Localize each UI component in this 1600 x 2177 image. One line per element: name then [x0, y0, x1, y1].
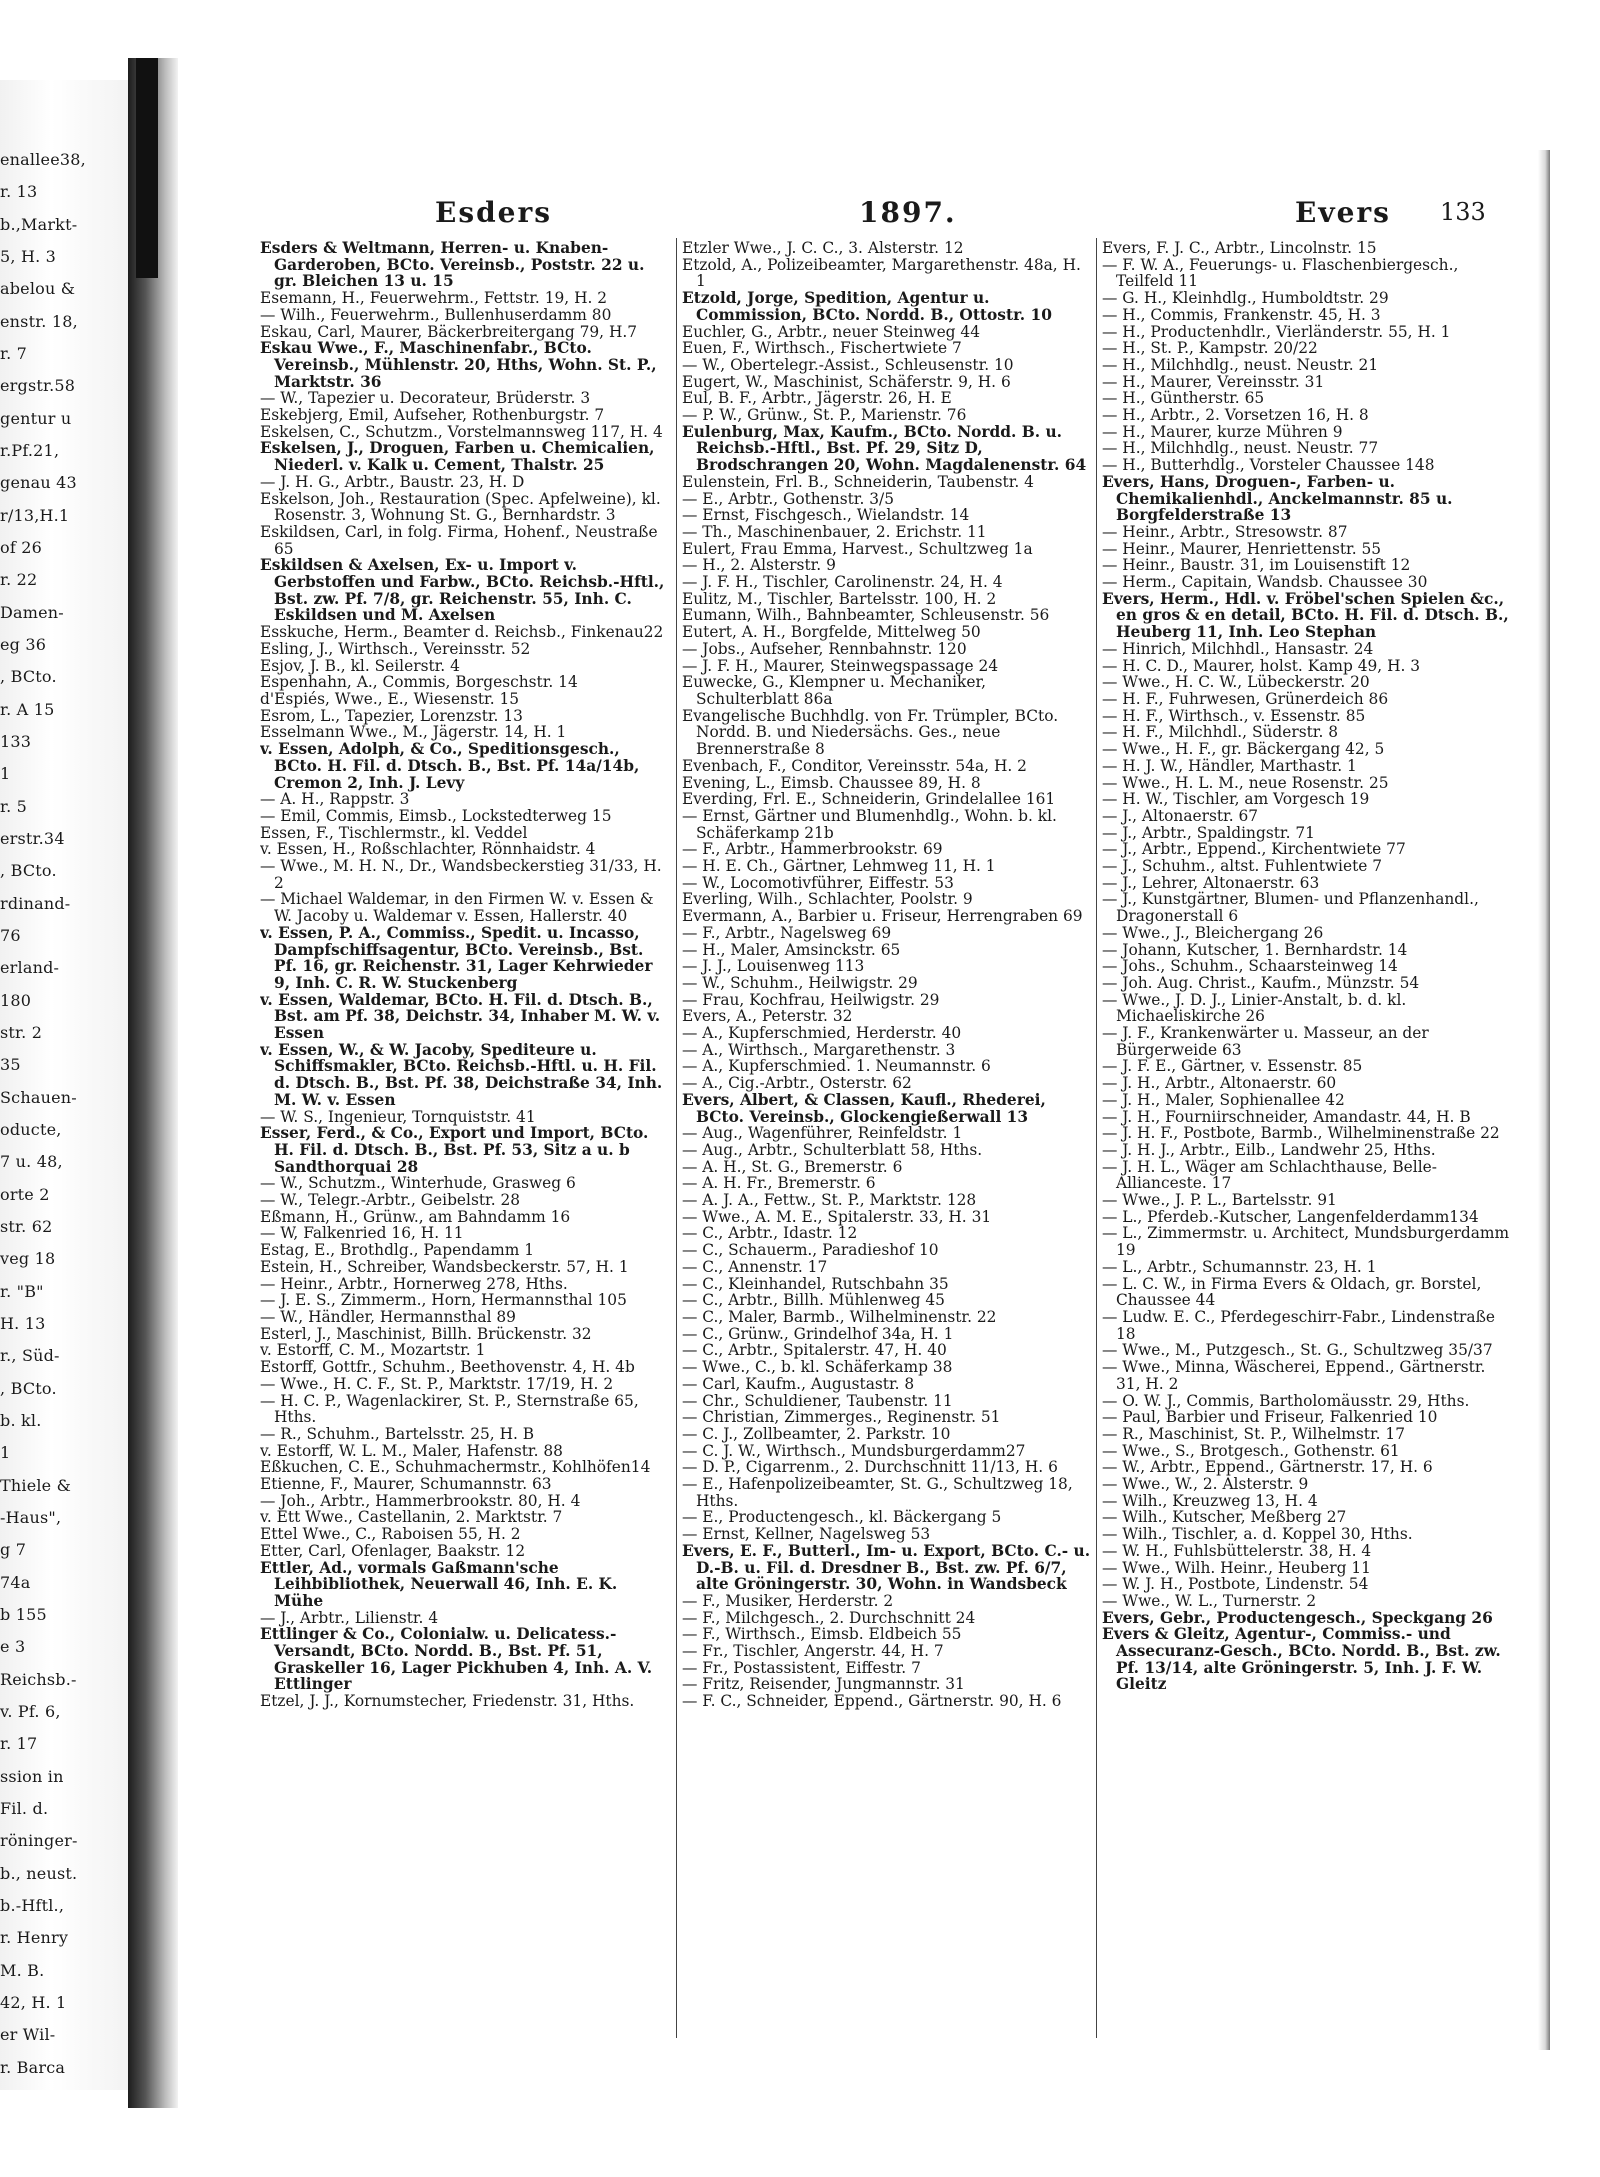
directory-entry: — J. F. E., Gärtner, v. Essenstr. 85: [1102, 1057, 1363, 1076]
directory-entry: — C. J. W., Wirthsch., Mundsburgerdamm27: [682, 1441, 1026, 1460]
directory-entry: Eskildsen, Carl, in folg. Firma, Hohenf., Neustraße 65: [260, 522, 658, 558]
directory-entry: — R., Schuhm., Bartelsstr. 25, H. B: [260, 1424, 535, 1443]
directory-entry: — A., Kupferschmied, Herderstr. 40: [682, 1024, 962, 1043]
directory-entry: Espenhahn, A., Commis, Borgeschstr. 14: [260, 673, 578, 692]
directory-entry: — Wilh., Feuerwehrm., Bullenhuserdamm 80: [260, 305, 612, 324]
left-page-text: abelou &: [0, 279, 76, 299]
directory-entry: — Wwe., H. C. F., St. P., Marktstr. 17/19, H. 2: [260, 1374, 614, 1393]
directory-entry: Estein, H., Schreiber, Wandsbeckerstr. 57, H. 1: [260, 1257, 629, 1276]
directory-entry: Euchler, G., Arbtr., neuer Steinweg 44: [682, 322, 981, 341]
directory-entry: v. Essen, Waldemar, BCto. H. Fil. d. Dtsch. B., Bst. am Pf. 38, Deichstr. 34, Inhaber M. W. v. Essen: [260, 990, 661, 1043]
left-page-text: r. Barca: [0, 2057, 66, 2077]
directory-entry: — W., Arbtr., Eppend., Gärtnerstr. 17, H. 6: [1102, 1458, 1433, 1477]
directory-entry: Evening, L., Eimsb. Chaussee 89, H. 8: [682, 773, 981, 792]
left-page-text: r. 22: [0, 570, 38, 590]
directory-entry: — J. H. G., Arbtr., Baustr. 23, H. D: [260, 472, 525, 491]
directory-entry: — Wwe., H. L. M., neue Rosenstr. 25: [1102, 773, 1389, 792]
directory-entry: — C., Arbtr., Spitalerstr. 47, H. 40: [682, 1341, 947, 1360]
column-rule: [1096, 238, 1097, 2038]
directory-entry: — Aug., Arbtr., Schulterblatt 58, Hths.: [682, 1140, 983, 1159]
directory-entry: — Fr., Postassistent, Eiffestr. 7: [682, 1658, 921, 1677]
directory-entry: Eulert, Frau Emma, Harvest., Schultzweg 1a: [682, 539, 1033, 558]
directory-entry: — Wwe., A. M. E., Spitalerstr. 33, H. 31: [682, 1207, 992, 1226]
directory-entry: — Fr., Tischler, Angerstr. 44, H. 7: [682, 1642, 944, 1661]
directory-entry: Estorff, Gottfr., Schuhm., Beethovenstr. 4, H. 4b: [260, 1358, 635, 1377]
directory-entry: Evers, Hans, Droguen-, Farben- u. Chemikalienhdl., Anckelmannstr. 85 u. Borgfelderstraße 13: [1102, 472, 1453, 525]
directory-entry: — C., Arbtr., Billh. Mühlenweg 45: [682, 1291, 945, 1310]
directory-entry: — Wwe., J. P. L., Bartelsstr. 91: [1102, 1191, 1337, 1210]
directory-entry: v. Essen, W., & W. Jacoby, Spediteure u. Schiffsmakler, BCto. Reichsb.-Hftl. u. H. Fil. d. Dtsch. B., Bst. Pf. 38, Deichstraße 34, Inh. M. W. v. Essen: [260, 1040, 663, 1109]
directory-entry: — Wwe., C., b. kl. Schäferkamp 38: [682, 1358, 953, 1377]
directory-entry: — Ernst, Fischgesch., Wielandstr. 14: [682, 506, 970, 525]
directory-entry: — J. H., Arbtr., Altonaerstr. 60: [1102, 1074, 1337, 1093]
directory-entry: Ettler, Ad., vormals Gaßmann'sche Leihbibliothek, Neuerwall 46, Inh. E. K. Mühe: [260, 1558, 618, 1610]
directory-entry: — J., Kunstgärtner, Blumen- und Pflanzenhandl., Dragonerstall 6: [1102, 890, 1479, 926]
left-page-text: 74a: [0, 1572, 31, 1592]
directory-entry: Esser, Ferd., & Co., Export und Import, BCto. H. Fil. d. Dtsch. B., Bst. Pf. 53, Sitz a u. b Sandthorquai 28: [260, 1124, 649, 1176]
directory-entry: Eulitz, M., Tischler, Bartelsstr. 100, H. 2: [682, 589, 997, 608]
left-page-text: 42, H. 1: [0, 1993, 67, 2012]
directory-entry: Evangelische Buchhdlg. von Fr. Trümpler, BCto. Nordd. B. und Niedersächs. Ges., neue Brennerstraße 8: [682, 706, 1059, 759]
directory-entry: — Jobs., Aufseher, Rennbahnstr. 120: [682, 639, 967, 658]
directory-entry: — Wwe., S., Brotgesch., Gothenstr. 61: [1102, 1441, 1400, 1460]
directory-entry: — W., Schuhm., Heilwigstr. 29: [682, 973, 918, 992]
directory-entry: — J. J., Louisenweg 113: [682, 957, 865, 976]
directory-entry: Esterl, J., Maschinist, Billh. Brückenstr. 32: [260, 1324, 592, 1343]
directory-entry: — E., Arbtr., Gothenstr. 3/5: [682, 489, 895, 508]
left-page-text: g 7: [0, 1540, 27, 1560]
left-page-text: -Haus",: [0, 1508, 62, 1527]
directory-entry: — H. F., Wirthsch., v. Essenstr. 85: [1102, 706, 1366, 725]
directory-entry: — F., Arbtr., Nagelsweg 69: [682, 923, 892, 942]
left-page-text: r.Pf.21,: [0, 441, 60, 460]
directory-entry: — Chr., Schuldiener, Taubenstr. 11: [682, 1391, 953, 1410]
directory-entry: — H., St. P., Kampstr. 20/22: [1102, 339, 1318, 358]
directory-entry: — Wilh., Tischler, a. d. Koppel 30, Hths.: [1102, 1525, 1413, 1544]
directory-entry: Ettlinger & Co., Colonialw. u. Delicatess.-Versandt, BCto. Nordd. B., Bst. Pf. 51, Graskeller 16, Lager Pickhuben 4, Inh. A. V. Ettlinger: [260, 1625, 653, 1694]
left-page-text: 7 u. 48,: [0, 1152, 63, 1172]
left-page-text: b.-Hftl.,: [0, 1896, 65, 1915]
directory-entry: — Frau, Kochfrau, Heilwigstr. 29: [682, 990, 940, 1009]
directory-entry: — D. P., Cigarrenm., 2. Durchschnitt 11/13, H. 6: [682, 1458, 1058, 1477]
directory-entry: — Wwe., M. H. N., Dr., Wandsbeckerstieg 31/33, H. 2: [260, 857, 662, 892]
directory-entry: — Emil, Commis, Eimsb., Lockstedterweg 15: [260, 806, 612, 825]
directory-entry: — A. J. A., Fettw., St. P., Marktstr. 128: [682, 1191, 977, 1210]
directory-entry: — Ludw. E. C., Pferdegeschirr-Fabr., Lindenstraße 18: [1102, 1308, 1495, 1343]
directory-entry: — H., Milchhdlg., neust. Neustr. 21: [1102, 355, 1379, 374]
directory-column-2: [682, 240, 1092, 2040]
directory-entry: — J. H. J., Arbtr., Eilb., Landwehr 25, Hths.: [1102, 1140, 1436, 1159]
left-page-text: enstr. 18,: [0, 311, 78, 331]
left-page-text: r. A 15: [0, 699, 55, 719]
left-page-text: , BCto.: [0, 861, 57, 881]
left-page-text: b., neust.: [0, 1863, 78, 1883]
directory-entry: — C., Kleinhandel, Rutschbahn 35: [682, 1274, 949, 1293]
directory-entry: Etzler Wwe., J. C. C., 3. Alsterstr. 12: [682, 240, 964, 257]
directory-entry: Evers, F. J. C., Arbtr., Lincolnstr. 15: [1102, 240, 1377, 257]
directory-entry: — H. F., Fuhrwesen, Grünerdeich 86: [1102, 689, 1389, 708]
left-page-text: b 155: [0, 1605, 47, 1624]
directory-entry: — C. J., Zollbeamter, 2. Parkstr. 10: [682, 1424, 951, 1443]
directory-entry: Esselmann Wwe., M., Jägerstr. 14, H. 1: [260, 723, 567, 742]
directory-entry: — W., Schutzm., Winterhude, Grasweg 6: [260, 1174, 576, 1193]
left-page-text: , BCto.: [0, 1378, 57, 1398]
directory-entry: Etzel, J. J., Kornumstecher, Friedenstr. 31, Hths.: [260, 1692, 635, 1711]
directory-entry: Everling, Wilh., Schlachter, Poolstr. 9: [682, 890, 973, 909]
directory-entry: — Heinr., Arbtr., Stresowstr. 87: [1102, 522, 1348, 541]
left-page-text: 1: [0, 764, 11, 784]
left-page-text: M. B.: [0, 1960, 45, 1980]
directory-entry: — Aug., Wagenführer, Reinfeldstr. 1: [682, 1124, 963, 1143]
directory-entry: — Michael Waldemar, in den Firmen W. v. Essen & W. Jacoby u. Waldemar v. Essen, Hallerstr. 40: [260, 890, 654, 926]
directory-entry: Eumann, Wilh., Bahnbeamter, Schleusenstr. 56: [682, 606, 1050, 625]
directory-entry: — J., Arbtr., Eppend., Kirchentwiete 77: [1102, 840, 1406, 859]
directory-entry: v. Estorff, W. L. M., Maler, Hafenstr. 88: [260, 1441, 563, 1460]
directory-entry: — F., Musiker, Herderstr. 2: [682, 1591, 894, 1610]
directory-entry: — Heinr., Baustr. 31, im Louisenstift 12: [1102, 556, 1411, 575]
directory-entry: — Wwe., Wilh. Heinr., Heuberg 11: [1102, 1558, 1371, 1577]
directory-entry: — H., Arbtr., 2. Vorsetzen 16, H. 8: [1102, 406, 1369, 425]
page-edge: [1538, 150, 1550, 2050]
directory-entry: Eßmann, H., Grünw., am Bahndamm 16: [260, 1207, 571, 1226]
directory-entry: — F., Arbtr., Hammerbrookstr. 69: [682, 840, 943, 859]
left-page-text: H. 13: [0, 1314, 46, 1333]
directory-entry: Esskuche, Herm., Beamter d. Reichsb., Finkenau22: [260, 623, 664, 642]
directory-entry: — F., Milchgesch., 2. Durchschnitt 24: [682, 1608, 976, 1627]
directory-entry: — H., Güntherstr. 65: [1102, 389, 1265, 408]
directory-entry: Eskau Wwe., F., Maschinenfabr., BCto. Vereinsb., Mühlenstr. 20, Hths, Wohn. St. P., Marktstr. 36: [260, 339, 657, 391]
left-page-text: str. 2: [0, 1023, 43, 1042]
directory-entry: Eßkuchen, C. E., Schuhmachermstr., Kohlhöfen14: [260, 1458, 651, 1477]
left-page-text: r. 17: [0, 1734, 38, 1754]
directory-entry: Estag, E., Brothdlg., Papendamm 1: [260, 1241, 534, 1260]
directory-entry: Esemann, H., Feuerwehrm., Fettstr. 19, H. 2: [260, 289, 608, 308]
directory-entry: — Wilh., Kutscher, Meßberg 27: [1102, 1508, 1347, 1527]
left-page-text: r/13,H.1: [0, 505, 70, 525]
directory-entry: Euen, F., Wirthsch., Fischertwiete 7: [682, 339, 962, 358]
directory-entry: — C., Grünw., Grindelhof 34a, H. 1: [682, 1324, 954, 1343]
directory-entry: — O. W. J., Commis, Bartholomäusstr. 29, Hths.: [1102, 1391, 1470, 1410]
left-page-text: 1: [0, 1443, 11, 1463]
directory-entry: — Paul, Barbier und Friseur, Falkenried 10: [1102, 1408, 1438, 1427]
left-page-fragment: [0, 80, 128, 2090]
left-page-text: r. 7: [0, 344, 28, 363]
directory-entry: Essen, F., Tischlermstr., kl. Veddel: [260, 823, 528, 842]
left-page-text: 76: [0, 926, 21, 945]
directory-entry: — R., Maschinist, St. P., Wilhelmstr. 17: [1102, 1424, 1406, 1443]
directory-entry: — Christian, Zimmerges., Reginenstr. 51: [682, 1408, 1001, 1427]
directory-entry: — Wwe., H. F., gr. Bäckergang 42, 5: [1102, 740, 1385, 759]
left-page-text: genau 43: [0, 473, 77, 493]
directory-entry: Evers, E. F., Butterl., Im- u. Export, BCto. C.- u. D.-B. u. Fil. d. Dresdner B., Bst. zw. Pf. 6/7, alte Gröningerstr. 30, Wohn. in Wandsbeck: [682, 1541, 1091, 1594]
directory-entry: v. Ett Wwe., Castellanin, 2. Marktstr. 7: [260, 1508, 563, 1527]
directory-entry: — W., Locomotivführer, Eiffestr. 53: [682, 873, 954, 892]
book-spine: [128, 58, 178, 2108]
directory-entry: Evers, Albert, & Classen, Kaufl., Rhederei, BCto. Vereinsb., Glockengießerwall 13: [682, 1090, 1046, 1126]
directory-entry: — J., Schuhm., altst. Fuhlentwiete 7: [1102, 857, 1383, 876]
left-page-text: r. 5: [0, 796, 28, 816]
directory-entry: — Wwe., Minna, Wäscherei, Eppend., Gärtnerstr. 31, H. 2: [1102, 1358, 1486, 1393]
directory-entry: — W., Tapezier u. Decorateur, Brüderstr. 3: [260, 389, 591, 408]
directory-entry: v. Essen, Adolph, & Co., Speditionsgesch., BCto. H. Fil. d. Dtsch. B., Bst. Pf. 14a/14b, Cremon 2, Inh. J. Levy: [260, 740, 640, 792]
directory-entry: — J. H. F., Postbote, Barmb., Wilhelminenstraße 22: [1102, 1124, 1500, 1143]
directory-entry: Eutert, A. H., Borgfelde, Mittelweg 50: [682, 623, 981, 642]
directory-entry: — Carl, Kaufm., Augustastr. 8: [682, 1374, 915, 1393]
directory-entry: Everding, Frl. E., Schneiderin, Grindelallee 161: [682, 790, 1056, 809]
left-page-text: gentur u: [0, 408, 72, 428]
left-page-text: röninger-: [0, 1831, 78, 1851]
directory-entry: Eugert, W., Maschinist, Schäferstr. 9, H. 6: [682, 372, 1011, 391]
left-page-text: erstr.34: [0, 829, 65, 848]
directory-entry: — J. F., Krankenwärter u. Masseur, an der Bürgerweide 63: [1102, 1024, 1429, 1059]
directory-entry: — G. H., Kleinhdlg., Humboldtstr. 29: [1102, 289, 1389, 308]
directory-entry: — L., Pferdeb.-Kutscher, Langenfelderdamm134: [1102, 1207, 1479, 1226]
left-page-text: rdinand-: [0, 893, 71, 913]
directory-entry: — J. E. S., Zimmerm., Horn, Hermannsthal 105: [260, 1291, 627, 1310]
directory-entry: — Th., Maschinenbauer, 2. Erichstr. 11: [682, 522, 987, 541]
left-page-text: orte 2: [0, 1184, 50, 1204]
directory-entry: — H. C. D., Maurer, holst. Kamp 49, H. 3: [1102, 656, 1421, 675]
left-page-text: r. "B": [0, 1281, 44, 1301]
directory-entry: — Hinrich, Milchhdl., Hansastr. 24: [1102, 639, 1374, 658]
page-number: 133: [1440, 198, 1486, 226]
directory-entry: — W. J. H., Postbote, Lindenstr. 54: [1102, 1575, 1369, 1594]
left-page-text: ergstr.58: [0, 376, 76, 396]
directory-entry: Eulenburg, Max, Kaufm., BCto. Nordd. B. u. Reichsb.-Hftl., Bst. Pf. 29, Sitz D, Brodschrangen 20, Wohn. Magdalenenstr. 64: [682, 422, 1087, 475]
directory-entry: Etter, Carl, Ofenlager, Baakstr. 12: [260, 1541, 526, 1560]
directory-entry: — L., Zimmermstr. u. Architect, Mundsburgerdamm 19: [1102, 1224, 1510, 1260]
directory-entry: — C., Maler, Barmb., Wilhelminenstr. 22: [682, 1308, 997, 1326]
directory-entry: — J., Arbtr., Lilienstr. 4: [260, 1608, 439, 1627]
directory-entry: — P. W., Grünw., St. P., Marienstr. 76: [682, 406, 967, 425]
directory-entry: — Wwe., J. D. J., Linier-Anstalt, b. d. kl. Michaeliskirche 26: [1102, 990, 1407, 1026]
directory-entry: — A. H., Rappstr. 3: [260, 790, 410, 809]
directory-entry: d'Espiés, Wwe., E., Wiesenstr. 15: [260, 689, 520, 708]
left-page-text: of 26: [0, 538, 42, 557]
header-left-catchword: Esders: [435, 196, 553, 229]
left-page-text: r. Henry: [0, 1928, 69, 1948]
left-page-text: oducte,: [0, 1120, 62, 1139]
directory-entry: — Fritz, Reisender, Jungmannstr. 31: [682, 1675, 965, 1694]
directory-entry: Evenbach, F., Conditor, Vereinsstr. 54a, H. 2: [682, 756, 1027, 775]
directory-entry: Etzold, A., Polizeibeamter, Margarethenstr. 48a, H. 1: [682, 255, 1081, 291]
directory-entry: — Wwe., J., Bleichergang 26: [1102, 923, 1324, 942]
directory-entry: Etzold, Jorge, Spedition, Agentur u. Commission, BCto. Nordd. B., Ottostr. 10: [682, 289, 1052, 324]
directory-entry: — F., Wirthsch., Eimsb. Eldbeich 55: [682, 1625, 962, 1644]
left-page-text: Damen-: [0, 602, 64, 622]
directory-entry: Esrom, L., Tapezier, Lorenzstr. 13: [260, 706, 523, 725]
directory-entry: — H., Maurer, kurze Mühren 9: [1102, 422, 1343, 441]
directory-entry: — L., Arbtr., Schumannstr. 23, H. 1: [1102, 1257, 1377, 1276]
left-page-text: , BCto.: [0, 667, 57, 687]
directory-entry: — Wwe., W., 2. Alsterstr. 9: [1102, 1475, 1309, 1494]
directory-entry: — W. S., Ingenieur, Tornquiststr. 41: [260, 1107, 536, 1126]
left-page-text: 180: [0, 990, 32, 1010]
left-page-text: v. Pf. 6,: [0, 1702, 61, 1721]
column-rule: [676, 238, 677, 2038]
left-page-text: Fil. d.: [0, 1799, 49, 1818]
left-page-text: er Wil-: [0, 2025, 56, 2045]
directory-entry: v. Essen, H., Roßschlachter, Rönnhaidstr. 4: [260, 840, 596, 859]
directory-column-3: [1102, 240, 1512, 2040]
directory-entry: Esjov, J. B., kl. Seilerstr. 4: [260, 656, 460, 675]
directory-entry: — H. C. P., Wagenlackirer, St. P., Sternstraße 65, Hths.: [260, 1391, 639, 1427]
directory-entry: Evers, Gebr., Productengesch., Speckgang 26: [1102, 1608, 1493, 1627]
directory-entry: — Joh., Arbtr., Hammerbrookstr. 80, H. 4: [260, 1491, 581, 1510]
left-page-text: 35: [0, 1055, 21, 1075]
left-page-text: r. 13: [0, 182, 38, 202]
page-header: [0, 196, 1600, 236]
directory-entry: — Wwe., W. L., Turnerstr. 2: [1102, 1591, 1317, 1610]
directory-entry: — H. F., Milchhdl., Süderstr. 8: [1102, 723, 1339, 742]
directory-entry: v. Estorff, C. M., Mozartstr. 1: [260, 1341, 486, 1360]
directory-entry: — E., Productengesch., kl. Bäckergang 5: [682, 1508, 1002, 1527]
directory-entry: — E., Hafenpolizeibeamter, St. G., Schultzweg 18, Hths.: [682, 1475, 1073, 1510]
directory-entry: Eul, B. F., Arbtr., Jägerstr. 26, H. E: [682, 389, 952, 408]
directory-entry: — J. H. L., Wäger am Schlachthause, Belle-Allianceste. 17: [1102, 1157, 1437, 1193]
directory-entry: — A., Kupferschmied. 1. Neumannstr. 6: [682, 1057, 991, 1076]
directory-entry: Ettel Wwe., C., Raboisen 55, H. 2: [260, 1525, 521, 1544]
directory-entry: Eskelsen, J., Droguen, Farben u. Chemicalien, Niederl. v. Kalk u. Cement, Thalstr. 25: [260, 439, 655, 475]
directory-entry: Eskelson, Joh., Restauration (Spec. Apfelweine), kl. Rosenstr. 3, Wohnung St. G., Bernhardstr. 3: [260, 489, 661, 525]
directory-entry: Evers, A., Peterstr. 32: [682, 1007, 853, 1026]
directory-entry: — J. F. H., Tischler, Carolinenstr. 24, H. 4: [682, 573, 1003, 592]
directory-entry: — A. H., St. G., Bremerstr. 6: [682, 1157, 903, 1176]
left-page-text: erland-: [0, 958, 60, 978]
directory-entry: — W., Obertelegr.-Assist., Schleusenstr. 10: [682, 355, 1014, 374]
directory-entry: — A., Wirthsch., Margarethenstr. 3: [682, 1040, 956, 1059]
directory-entry: — J., Arbtr., Spaldingstr. 71: [1102, 823, 1315, 842]
directory-entry: Eskau, Carl, Maurer, Bäckerbreitergang 79, H.7: [260, 322, 638, 341]
directory-entry: — J., Altonaerstr. 67: [1102, 806, 1259, 825]
directory-entry: Esders & Weltmann, Herren- u. Knaben-Garderoben, BCto. Vereinsb., Poststr. 22 u. gr. Bleichen 13 u. 15: [260, 240, 645, 291]
directory-entry: — H., Productenhdlr., Vierländerstr. 55, H. 1: [1102, 322, 1451, 341]
directory-entry: Evers, Herm., Hdl. v. Fröbel'schen Spielen &c., en gros & en detail, BCto. H. Fil. d. Dtsch. B., Heuberg 11, Inh. Leo Stephan: [1102, 589, 1509, 642]
directory-entry: v. Essen, P. A., Commiss., Spedit. u. Incasso, Dampfschiffsagentur, BCto. Vereinsb., Bst. Pf. 16, gr. Reichenstr. 31, Lager Kehrwieder 9, Inh. C. R. W. Stuckenberg: [260, 923, 653, 992]
book-spine-shadow: [136, 58, 158, 278]
directory-entry: — C., Arbtr., Idastr. 12: [682, 1224, 858, 1243]
directory-entry: — Herm., Capitain, Wandsb. Chaussee 30: [1102, 573, 1428, 592]
left-page-text: ssion in: [0, 1766, 64, 1786]
directory-entry: — Joh. Aug. Christ., Kaufm., Münzstr. 54: [1102, 973, 1420, 992]
directory-entry: — J. H., Maler, Sophienallee 42: [1102, 1090, 1345, 1109]
directory-entry: Eskebjerg, Emil, Aufseher, Rothenburgstr. 7: [260, 406, 605, 425]
directory-entry: Eulenstein, Frl. B., Schneiderin, Taubenstr. 4: [682, 472, 1034, 491]
directory-entry: — J., Lehrer, Altonaerstr. 63: [1102, 873, 1320, 892]
directory-entry: — H. E. Ch., Gärtner, Lehmweg 11, H. 1: [682, 857, 996, 876]
left-page-text: r., Süd-: [0, 1346, 60, 1366]
directory-entry: — F. W. A., Feuerungs- u. Flaschenbiergesch., Teilfeld 11: [1102, 255, 1459, 291]
left-page-text: 133: [0, 732, 32, 751]
directory-entry: Eskelsen, C., Schutzm., Vorstelmannsweg 117, H. 4: [260, 422, 663, 441]
directory-entry: — H. J. W., Händler, Marthastr. 1: [1102, 756, 1357, 775]
directory-entry: Esling, J., Wirthsch., Vereinsstr. 52: [260, 639, 531, 658]
directory-entry: — Wwe., H. C. W., Lübeckerstr. 20: [1102, 673, 1370, 692]
directory-entry: Evers & Gleitz, Agentur-, Commiss.- und Assecuranz-Gesch., BCto. Nordd. B., Bst. zw. Pf. 13/14, alte Gröningerstr. 5, Inh. J. F. W. Gleitz: [1102, 1625, 1501, 1694]
directory-entry: — Ernst, Gärtner und Blumenhdlg., Wohn. b. kl. Schäferkamp 21b: [682, 806, 1057, 842]
directory-entry: — C., Schauerm., Paradieshof 10: [682, 1241, 939, 1260]
directory-entry: — Heinr., Arbtr., Hornerweg 278, Hths.: [260, 1274, 568, 1293]
directory-entry: — A. H. Fr., Bremerstr. 6: [682, 1174, 876, 1193]
header-right-catchword: Evers: [1295, 196, 1391, 229]
directory-entry: — H., Maler, Amsinckstr. 65: [682, 940, 901, 959]
directory-entry: — J. H., Fourniirschneider, Amandastr. 44, H. B: [1102, 1107, 1471, 1126]
directory-entry: — Ernst, Kellner, Nagelsweg 53: [682, 1525, 931, 1544]
left-page-text: 5, H. 3: [0, 247, 57, 266]
left-page-text: b.,Markt-: [0, 214, 78, 234]
directory-entry: — Heinr., Maurer, Henriettenstr. 55: [1102, 539, 1382, 558]
directory-entry: — A., Cig.-Arbtr., Osterstr. 62: [682, 1074, 912, 1093]
left-page-text: str. 62: [0, 1217, 53, 1236]
directory-entry: Evermann, A., Barbier u. Friseur, Herrengraben 69: [682, 907, 1083, 926]
left-page-text: Schauen-: [0, 1087, 77, 1107]
directory-entry: — Wwe., M., Putzgesch., St. G., Schultzweg 35/37: [1102, 1341, 1493, 1360]
directory-entry: — H., 2. Alsterstr. 9: [682, 556, 836, 575]
directory-entry: — W. H., Fuhlsbüttelerstr. 38, H. 4: [1102, 1541, 1372, 1560]
directory-entry: — W, Falkenried 16, H. 11: [260, 1224, 464, 1243]
left-page-text: enallee38,: [0, 150, 86, 169]
header-year: 1897.: [859, 196, 957, 229]
directory-entry: — Johs., Schuhm., Schaarsteinweg 14: [1102, 957, 1398, 976]
directory-entry: — Johann, Kutscher, 1. Bernhardstr. 14: [1102, 940, 1408, 959]
directory-entry: — H. W., Tischler, am Vorgesch 19: [1102, 790, 1370, 809]
directory-entry: — W., Händler, Hermannsthal 89: [260, 1308, 516, 1326]
directory-entry: — J. F. H., Maurer, Steinwegspassage 24: [682, 656, 999, 675]
left-page-text: e 3: [0, 1637, 26, 1657]
directory-entry: — W., Telegr.-Arbtr., Geibelstr. 28: [260, 1191, 521, 1210]
left-page-text: eg 36: [0, 635, 47, 654]
left-page-text: b. kl.: [0, 1411, 42, 1430]
directory-entry: Euwecke, G., Klempner u. Mechaniker, Schulterblatt 86a: [682, 673, 987, 708]
directory-entry: Eskildsen & Axelsen, Ex- u. Import v. Gerbstoffen und Farbw., BCto. Reichsb.-Hftl., Bst. zw. Pf. 7/8, gr. Reichenstr. 55, Inh. C. Eskildsen und M. Axelsen: [260, 556, 665, 625]
left-page-text: Reichsb.-: [0, 1669, 77, 1689]
directory-entry: — H., Maurer, Vereinsstr. 31: [1102, 372, 1325, 391]
directory-entry: — F. C., Schneider, Eppend., Gärtnerstr. 90, H. 6: [682, 1692, 1062, 1711]
left-page-text: Thiele &: [0, 1475, 72, 1495]
directory-entry: — H., Milchhdlg., neust. Neustr. 77: [1102, 439, 1379, 458]
left-page-text: veg 18: [0, 1249, 56, 1269]
directory-entry: — L. C. W., in Firma Evers & Oldach, gr. Borstel, Chaussee 44: [1102, 1274, 1482, 1310]
directory-entry: Etienne, F., Maurer, Schumannstr. 63: [260, 1475, 552, 1494]
directory-entry: — C., Annenstr. 17: [682, 1257, 828, 1276]
directory-entry: — H., Butterhdlg., Vorsteler Chaussee 148: [1102, 456, 1435, 475]
directory-column-1: [260, 240, 670, 2040]
directory-entry: — H., Commis, Frankenstr. 45, H. 3: [1102, 305, 1381, 324]
directory-entry: — Wilh., Kreuzweg 13, H. 4: [1102, 1491, 1318, 1510]
